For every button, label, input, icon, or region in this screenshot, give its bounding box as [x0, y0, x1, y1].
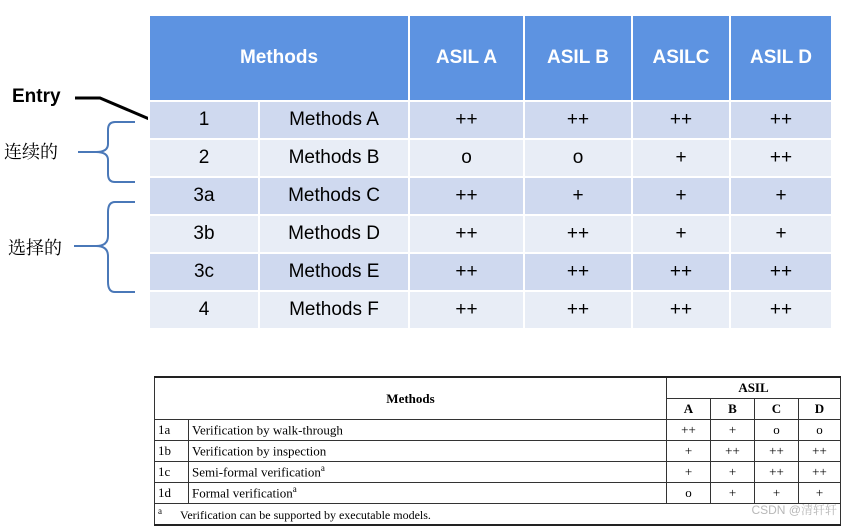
watermark: CSDN @清轩轩: [751, 503, 837, 517]
cell-asil-c: +: [632, 177, 730, 215]
cell-asil-a: ++: [409, 177, 524, 215]
cell-asil-a: ++: [409, 215, 524, 253]
row-id: 3b: [149, 215, 259, 253]
row-id: 3c: [149, 253, 259, 291]
cell-b: +: [711, 420, 755, 441]
cell-asil-c: ++: [632, 101, 730, 139]
cell-asil-d: +: [730, 177, 832, 215]
table-row: [155, 441, 841, 462]
header-asil-d: ASIL D: [730, 15, 832, 101]
row-id: 3a: [149, 177, 259, 215]
cell-asil-b: ++: [524, 253, 632, 291]
header-col-a: A: [667, 399, 711, 420]
cell-asil-d: +: [730, 215, 832, 253]
cell-a: +: [667, 462, 711, 483]
cell-b: +: [711, 462, 755, 483]
cell-c: ++: [755, 462, 799, 483]
cell-c: +: [755, 483, 799, 504]
cell-a: ++: [667, 420, 711, 441]
cell-d: +: [799, 483, 841, 504]
cell-asil-b: ++: [524, 215, 632, 253]
row-id: 1b: [155, 441, 189, 462]
row-method: Methods F: [259, 291, 409, 329]
row-method: Verification by inspection: [189, 441, 667, 462]
table-row: [149, 101, 832, 139]
cell-asil-c: ++: [632, 291, 730, 329]
header-asil-b: ASIL B: [524, 15, 632, 101]
row-id: 1d: [155, 483, 189, 504]
cell-a: o: [667, 483, 711, 504]
table-row: [149, 139, 832, 177]
verification-methods-table: [154, 376, 841, 526]
header-asil: ASIL: [667, 377, 841, 399]
header-methods: Methods: [155, 377, 667, 420]
header-col-b: B: [711, 399, 755, 420]
header-methods: Methods: [149, 15, 409, 101]
header-col-c: C: [755, 399, 799, 420]
cell-d: o: [799, 420, 841, 441]
cell-asil-d: ++: [730, 101, 832, 139]
cell-asil-c: +: [632, 215, 730, 253]
cell-asil-c: +: [632, 139, 730, 177]
table-row: [155, 420, 841, 441]
cell-asil-d: ++: [730, 139, 832, 177]
cell-asil-b: ++: [524, 291, 632, 329]
cell-d: ++: [799, 441, 841, 462]
continuous-brace: [78, 122, 135, 182]
cell-asil-c: ++: [632, 253, 730, 291]
footnote: $^a$ Verification can be supported by executable models.: [155, 504, 841, 526]
cell-asil-b: +: [524, 177, 632, 215]
header-col-d: D: [799, 399, 841, 420]
table-row: [155, 462, 841, 483]
row-id: 1: [149, 101, 259, 139]
row-id: 1c: [155, 462, 189, 483]
cell-c: ++: [755, 441, 799, 462]
row-method: Methods E: [259, 253, 409, 291]
row-id: 1a: [155, 420, 189, 441]
cell-c: o: [755, 420, 799, 441]
row-id: 4: [149, 291, 259, 329]
cell-asil-b: o: [524, 139, 632, 177]
table-row: [149, 177, 832, 215]
table-row: [149, 253, 832, 291]
header-asil-a: ASIL A: [409, 15, 524, 101]
cell-asil-b: ++: [524, 101, 632, 139]
row-method: Methods C: [259, 177, 409, 215]
table-row: [149, 215, 832, 253]
row-method: Methods A: [259, 101, 409, 139]
selective-brace: [74, 202, 135, 292]
table-row: [155, 483, 841, 504]
row-method: Methods B: [259, 139, 409, 177]
row-id: 2: [149, 139, 259, 177]
header-asil-c: ASILC: [632, 15, 730, 101]
entry-label: Entry: [12, 86, 61, 107]
row-method: Verification by walk-through: [189, 420, 667, 441]
row-method: Semi-formal verification$^a$: [189, 462, 667, 483]
cell-asil-d: ++: [730, 253, 832, 291]
row-method: Methods D: [259, 215, 409, 253]
footnote-row: [155, 504, 841, 526]
cell-asil-a: ++: [409, 101, 524, 139]
cell-asil-d: ++: [730, 291, 832, 329]
cell-asil-a: o: [409, 139, 524, 177]
cell-d: ++: [799, 462, 841, 483]
selective-label: 选择的: [8, 238, 62, 258]
cell-a: +: [667, 441, 711, 462]
cell-asil-a: ++: [409, 253, 524, 291]
row-method: Formal verification$^a$: [189, 483, 667, 504]
cell-b: +: [711, 483, 755, 504]
asil-methods-table: [148, 14, 833, 330]
table-row: [149, 291, 832, 329]
cell-asil-a: ++: [409, 291, 524, 329]
cell-b: ++: [711, 441, 755, 462]
continuous-label: 连续的: [4, 142, 58, 162]
